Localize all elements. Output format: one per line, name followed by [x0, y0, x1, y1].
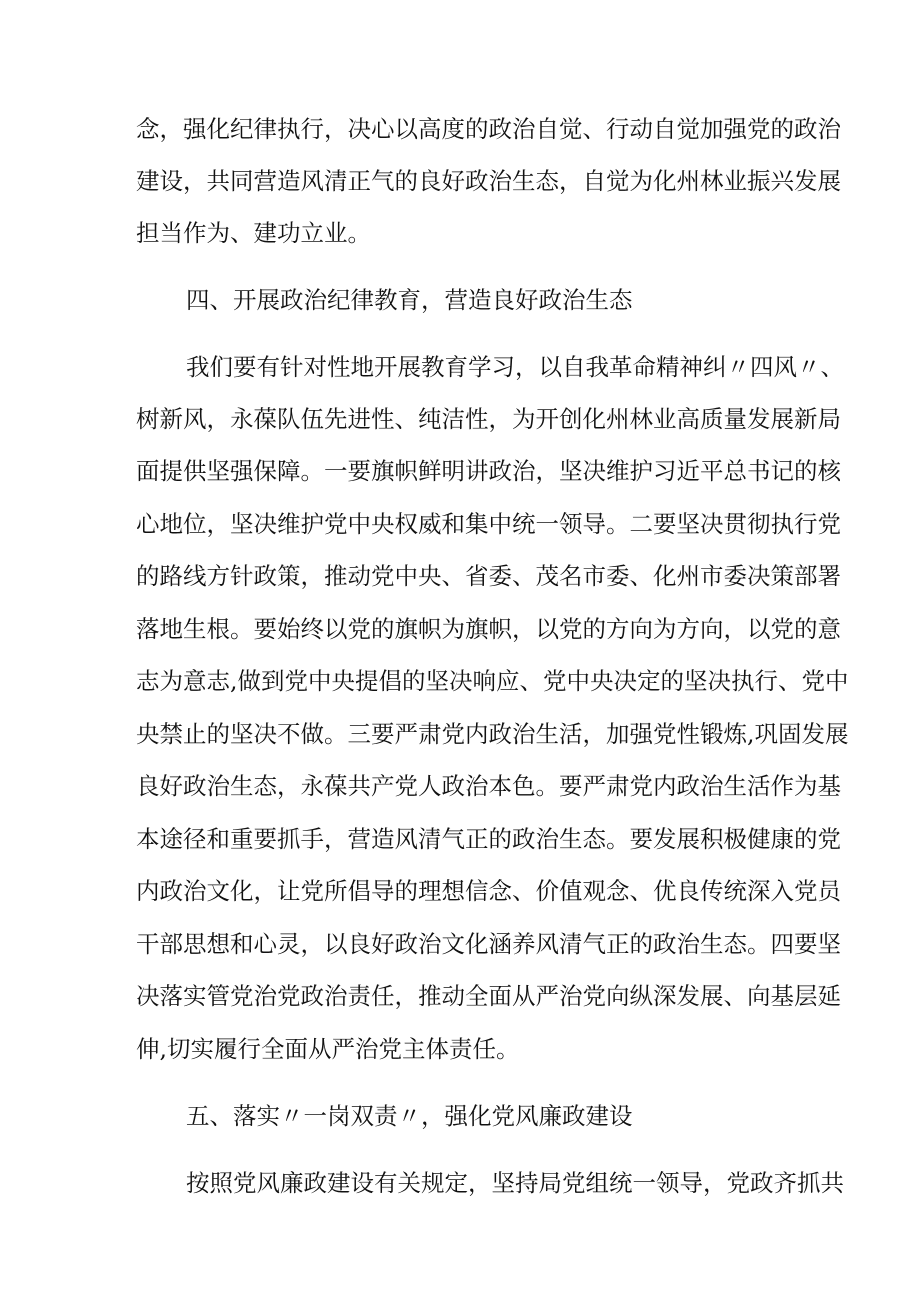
paragraph-2-line-8: 央禁止的坚决不做。三要严肃党内政治生活，加强党性锻炼,巩固发展: [136, 720, 849, 748]
paragraph-2-line-6: 落地生根。要始终以党的旗帜为旗帜，以党的方向为方向，以党的意: [136, 615, 841, 643]
paragraph-2-line-14: 伸,切实履行全面从严治党主体责任。: [136, 1035, 520, 1063]
paragraph-2-line-10: 本途径和重要抓手，营造风清气正的政治生态。要发展积极健康的党: [136, 825, 841, 853]
section-heading-5: 五、落实〃一岗双责〃，强化党风廉政建设: [186, 1102, 633, 1130]
paragraph-2-line-12: 干部思想和心灵，以良好政治文化涵养风清气正的政治生态。四要坚: [136, 930, 841, 958]
paragraph-2-line-13: 决落实管党治党政治责任，推动全面从严治党向纵深发展、向基层延: [136, 982, 841, 1010]
paragraph-2-line-2: 树新风，永葆队伍先进性、纯洁性，为开创化州林业高质量发展新局: [136, 405, 841, 433]
paragraph-2-line-5: 的路线方针政策，推动党中央、省委、茂名市委、化州市委决策部署: [136, 562, 841, 590]
paragraph-2-line-3: 面提供坚强保障。一要旗帜鲜明讲政治，坚决维护习近平总书记的核: [136, 457, 841, 485]
paragraph-2-line-7: 志为意志,做到党中央提倡的坚决响应、党中央决定的坚决执行、党中: [136, 667, 849, 695]
section-heading-4: 四、开展政治纪律教育，营造良好政治生态: [186, 286, 633, 314]
paragraph-2-line-1: 我们要有针对性地开展教育学习，以自我革命精神纠〃四风〃、: [186, 353, 844, 381]
paragraph-1-line-3: 担当作为、建功立业。: [136, 219, 371, 247]
paragraph-3-line-1: 按照党风廉政建设有关规定，坚持局党组统一领导，党政齐抓共: [186, 1169, 844, 1197]
paragraph-2-line-9: 良好政治生态，永葆共产党人政治本色。要严肃党内政治生活作为基: [136, 772, 841, 800]
paragraph-2-line-11: 内政治文化，让党所倡导的理想信念、价值观念、优良传统深入党员: [136, 877, 841, 905]
paragraph-1-line-1: 念，强化纪律执行，决心以高度的政治自觉、行动自觉加强党的政治: [136, 115, 841, 143]
paragraph-2-line-4: 心地位，坚决维护党中央权威和集中统一领导。二要坚决贯彻执行党: [136, 510, 841, 538]
paragraph-1-line-2: 建设，共同营造风清正气的良好政治生态，自觉为化州林业振兴发展: [136, 167, 841, 195]
